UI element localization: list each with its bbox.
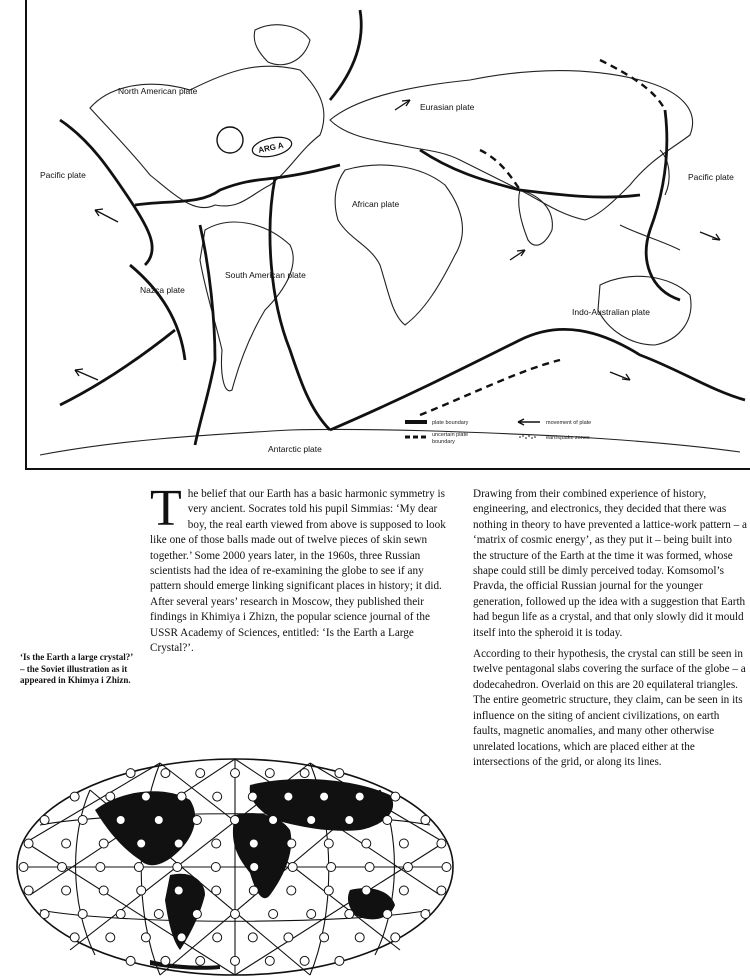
grid-node (269, 816, 278, 825)
grid-node (213, 933, 222, 942)
label-antarctic-plate: Antarctic plate (268, 444, 322, 454)
grid-node (300, 956, 309, 965)
grid-node (300, 769, 309, 778)
grid-node (70, 792, 79, 801)
plate-boundary-swatch (405, 420, 427, 424)
article-column-left (150, 480, 450, 662)
grid-node (287, 886, 296, 895)
grid-node (231, 910, 240, 919)
grid-node (24, 886, 33, 895)
grid-node (437, 886, 446, 895)
grid-node (58, 863, 67, 872)
grid-node (362, 839, 371, 848)
grid-node (96, 863, 105, 872)
label-north-american-plate: North American plate (118, 86, 198, 96)
grid-node (421, 910, 430, 919)
grid-node (335, 769, 344, 778)
grid-node (231, 956, 240, 965)
grid-node (399, 886, 408, 895)
grid-node (211, 863, 220, 872)
grid-node (78, 910, 87, 919)
grid-node (231, 769, 240, 778)
grid-node (335, 956, 344, 965)
grid-node (141, 792, 150, 801)
grid-node (19, 863, 28, 872)
label-eurasian-plate: Eurasian plate (420, 102, 475, 112)
grid-node (320, 792, 329, 801)
grid-node (116, 910, 125, 919)
grid-node (134, 863, 143, 872)
grid-node (106, 792, 115, 801)
grid-node (213, 792, 222, 801)
grid-node (24, 839, 33, 848)
grid-node (106, 933, 115, 942)
label-nazca-plate: Nazca plate (140, 285, 185, 295)
grid-node (421, 816, 430, 825)
grid-node (355, 933, 364, 942)
legend-plate-boundary: plate boundary (432, 420, 469, 426)
crystal-grid-globe (0, 755, 470, 980)
grid-node (116, 816, 125, 825)
label-indo-australian-plate: Indo-Australian plate (572, 307, 650, 317)
grid-node (327, 863, 336, 872)
grid-node (320, 933, 329, 942)
grid-node (70, 933, 79, 942)
grid-node (231, 816, 240, 825)
grid-node (362, 886, 371, 895)
grid-node (62, 886, 71, 895)
grid-node (404, 863, 413, 872)
grid-node (383, 910, 392, 919)
legend-earthquake: earthquake zones (546, 435, 590, 441)
label-pacific-plate-east: Pacific plate (688, 172, 734, 182)
grid-node (40, 816, 49, 825)
globe-continents (95, 779, 395, 970)
grid-node (345, 816, 354, 825)
grid-node (40, 910, 49, 919)
grid-node (62, 839, 71, 848)
grid-node (265, 956, 274, 965)
label-pacific-plate-west: Pacific plate (40, 170, 86, 180)
grid-node (442, 863, 451, 872)
grid-node (196, 769, 205, 778)
article-paragraph-3: According to their hypothesis, the crystal can still be seen in twelve pentagonal slabs covering the surface of the globe – a dodecahedron. Overlaid on this are 20 equilateral triangles. The entire geometric structure, they claim, can be seen in its influence on the siting of ancient civilizations, on earth faults, magnetic anomalies, and many other otherwise unrelated locations, which are placed either at the intersections of the grid, or along its lines. (473, 648, 746, 768)
legend-movement: movement of plate (546, 420, 592, 426)
grid-node (141, 933, 150, 942)
grid-node (269, 910, 278, 919)
grid-node (78, 816, 87, 825)
grid-node (391, 933, 400, 942)
grid-node (391, 792, 400, 801)
grid-node (355, 792, 364, 801)
grid-node (345, 910, 354, 919)
grid-node (192, 910, 201, 919)
grid-node (99, 839, 108, 848)
plate-tectonics-map (0, 0, 750, 470)
grid-node (99, 886, 108, 895)
grid-node (324, 839, 333, 848)
grid-node (250, 863, 259, 872)
label-south-american-plate: South American plate (225, 270, 306, 280)
grid-node (248, 792, 257, 801)
handwritten-annotation: ARG A (257, 140, 285, 155)
grid-node (288, 863, 297, 872)
grid-node (137, 839, 146, 848)
article-column-right (473, 487, 748, 776)
grid-node (137, 886, 146, 895)
grid-node (324, 886, 333, 895)
grid-node (174, 886, 183, 895)
grid-node (126, 769, 135, 778)
grid-node (192, 816, 201, 825)
grid-node (212, 839, 221, 848)
grid-node (196, 956, 205, 965)
grid-node (177, 792, 186, 801)
grid-node (126, 956, 135, 965)
grid-node (437, 839, 446, 848)
grid-node (287, 839, 296, 848)
grid-node (399, 839, 408, 848)
grid-node (265, 769, 274, 778)
figure-caption: ‘Is the Earth a large crystal?’ – the Soviet illustration as it appeared in Khimya i Zhizn. (20, 652, 133, 685)
label-african-plate: African plate (352, 199, 400, 209)
grid-node (249, 886, 258, 895)
legend-uncertain-boundary-2: boundary (432, 439, 455, 445)
grid-node (307, 816, 316, 825)
grid-node (284, 792, 293, 801)
grid-node (173, 863, 182, 872)
grid-node (174, 839, 183, 848)
grid-node (177, 933, 186, 942)
article-paragraph-2: Drawing from their combined experience of history, engineering, and electronics, they decided that there was nothing in theory to have prevented a lattice-work pattern – a ‘matrix of cosmic energy’, as they put it – being built into the structure of the Earth at the time it was formed, whose shape could still be dimly perceived today. Komsomol’s Pravda, the official Russian journal for the younger generation, followed up the idea with a suggestion that Earth had begun life as a crystal, and that only slowly did it mould itself into the spheroid it is today. (473, 488, 747, 639)
grid-node (383, 816, 392, 825)
grid-node (154, 910, 163, 919)
grid-node (161, 956, 170, 965)
grid-node (161, 769, 170, 778)
grid-node (154, 816, 163, 825)
article-paragraph-1: The belief that our Earth has a basic harmonic symmetry is very ancient. Socrates told his pupil Simmias: ‘My dear boy, the real earth viewed from above is supposed to look like one of those balls made out of twelve pieces of skin sewn together.’ Some 2000 years later, in the 1960s, three Russian scientists had the idea of re-examining the globe to see if any pattern should emerge linking significant places in history; it did. After several years’ research in Moscow, they published their findings in Khimiya i Zhizn, the popular science journal of the USSR Academy of Sciences, entitled: ‘Is the Earth a Large Crystal?’. (150, 480, 446, 655)
grid-node (249, 839, 258, 848)
grid-node (284, 933, 293, 942)
drop-cap: T (150, 480, 182, 537)
legend-uncertain-boundary-1: uncertain plate (432, 432, 469, 438)
grid-node (248, 933, 257, 942)
grid-node (307, 910, 316, 919)
grid-node (212, 886, 221, 895)
grid-node (365, 863, 374, 872)
